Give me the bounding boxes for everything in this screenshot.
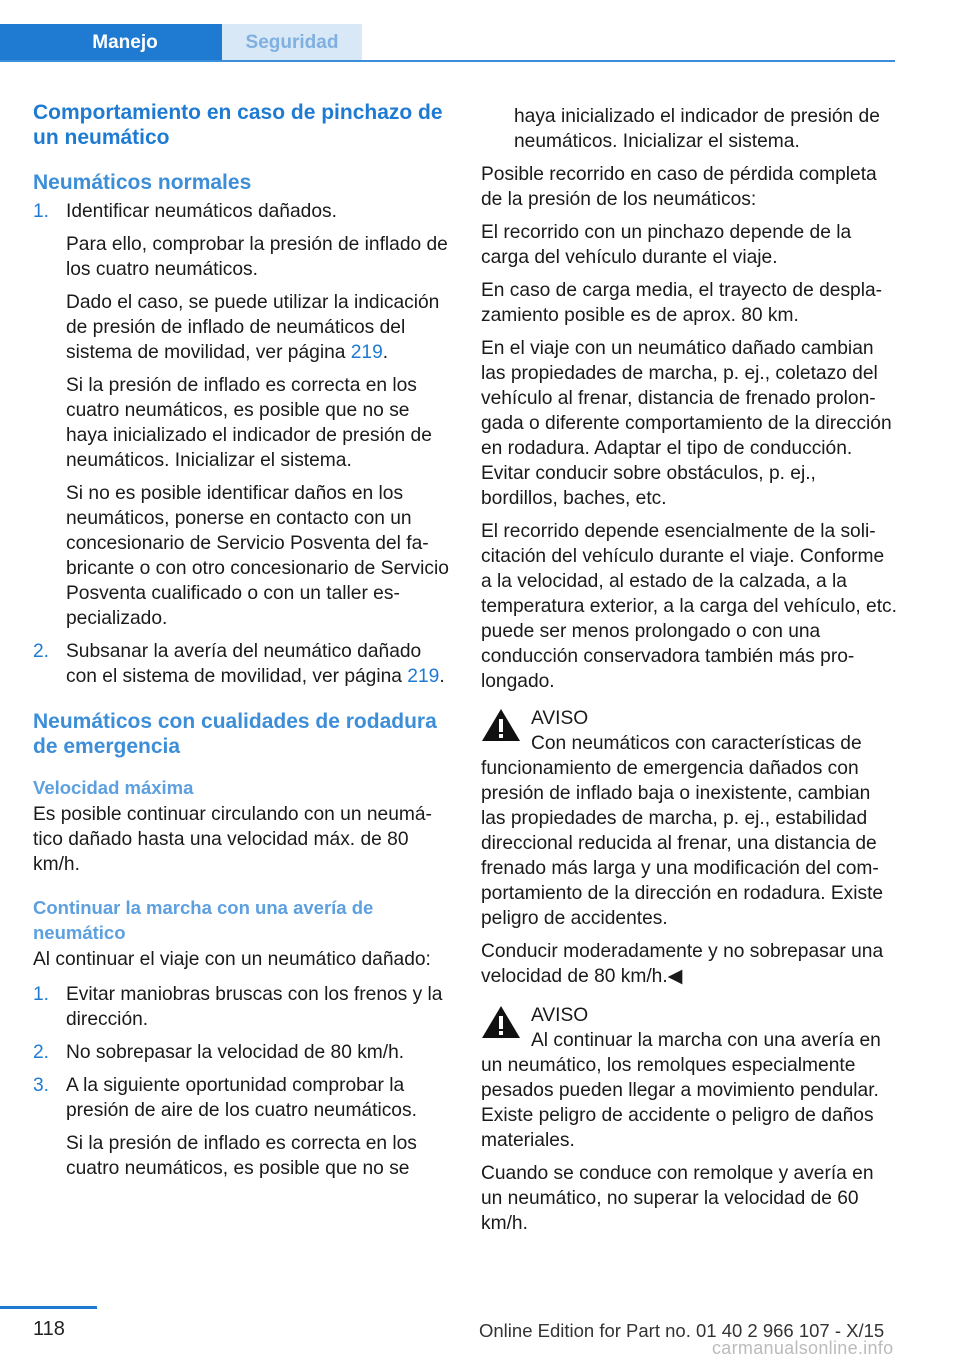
right-column — [481, 104, 897, 1244]
list-item — [33, 1040, 451, 1065]
warning-header — [481, 1003, 897, 1028]
edition-text: Online Edition for Part no. 01 40 2 966 107 - X/15 — [479, 1320, 885, 1341]
footer-rule — [0, 1306, 97, 1309]
list-item — [33, 639, 451, 689]
watermark: carmanualsonline.info — [712, 1338, 894, 1358]
warning-header — [481, 706, 897, 731]
paragraph: En caso de carga media, el trayecto de desplazamiento posible es de aprox. 80 km. — [481, 280, 883, 326]
warning-text — [481, 731, 897, 931]
paragraph: Posible recorrido en caso de pérdida completa de la presión de los neumáticos: — [481, 164, 877, 210]
page-link-219[interactable]: 219 — [407, 666, 440, 687]
warning-block — [481, 706, 897, 989]
warning-triangle-icon — [481, 708, 521, 742]
list-number: 2. — [33, 641, 50, 662]
list-text — [66, 639, 451, 689]
paragraph: Cuando se conduce con remolque y avería en un neumático, no superar la velocidad de 60 km/h. — [481, 1163, 874, 1234]
paragraph: Es posible continuar circulando con un neumático dañado hasta una velocidad máx. de 80 km/h. — [33, 804, 432, 875]
list-subtext: Si no es posible identificar daños en los neumáticos, ponerse en contacto con un concesionario de Servicio Posventa del fabricante o con otro concesionario de Servicio Posventa cualificado o con un taller especializado. — [66, 483, 449, 629]
warning-title: AVISO — [531, 708, 589, 729]
list-item — [33, 1073, 451, 1123]
list-subtext: Para ello, comprobar la presión de inflado de los cuatro neumáticos. — [66, 234, 448, 280]
section-heading-normal-tires: Neumáticos normales — [33, 171, 252, 194]
list-number: 1. — [33, 201, 50, 222]
list-text-end: . — [439, 666, 445, 687]
list-number: 3. — [33, 1075, 50, 1096]
paragraph: El recorrido depende esencialmente de la solicitación del vehículo durante el viaje. Conforme a la velocidad, al estado de la calzada, a la temperatura exterior, a la carga del vehículo, etc. puede ser menos prolongado o con una conducción conservadora también más prolongado. — [481, 521, 897, 692]
list-number: 2. — [33, 1042, 50, 1063]
chapter-tabs — [0, 24, 895, 62]
page-title: Comportamiento en caso de pinchazo de un neumático — [33, 101, 443, 149]
warning-text-body: Al continuar la marcha con una avería en un neumático, los remolques especialmente pesados pueden llegar a movimiento pendular. Existe peligro de accidente o peligro de daños materiales. — [481, 1030, 881, 1151]
paragraph: Conducir moderadamente y no sobrepasar una velocidad de 80 km/h.◀ — [481, 941, 884, 987]
paragraph: El recorrido con un pinchazo depende de la carga del vehículo durante el viaje. — [481, 222, 852, 268]
warning-text-body: Con neumáticos con características de funcionamiento de emergencia dañados con presión de inflado baja o inexistente, cambian las propiedades de marcha, p. ej., estabilidad direccional reducida al frenar, una distancia de frenado más larga y una modificación del comportamiento de la dirección en rodadura. Existe peligro de accidentes. — [481, 733, 884, 929]
list-text: No sobrepasar la velocidad de 80 km/h. — [66, 1042, 405, 1063]
warning-title: AVISO — [531, 1005, 589, 1026]
list-text: A la siguiente oportunidad comprobar la presión de aire de los cuatro neumáticos. — [66, 1075, 417, 1121]
warning-text — [481, 1028, 897, 1153]
subheading-max-speed: Velocidad máxima — [33, 777, 194, 798]
page-number: 118 — [33, 1318, 65, 1340]
list-text-body: Subsanar la avería del neumático dañado con el sistema de movilidad, ver página — [66, 641, 422, 687]
list-item — [33, 199, 451, 224]
page-link-219[interactable]: 219 — [350, 342, 383, 363]
list-subtext — [33, 290, 451, 365]
list-number: 1. — [33, 984, 50, 1005]
subheading-continue-driving: Continuar la marcha con una avería de neumático — [33, 897, 374, 943]
list-subtext-continued: haya inicializado el indicador de presión de neumáticos. Inicializar el sistema. — [514, 106, 880, 152]
paragraph: En el viaje con un neumático dañado cambian las propiedades de marcha, p. ej., coletazo del vehículo al frenar, distancia de frenado prolongada o diferente comportamiento de la dirección en rodadura. Adaptar el tipo de conducción. Evitar conducir sobre obstáculos, p. ej., bordillos, baches, etc. — [481, 338, 892, 509]
list-subtext: Si la presión de inflado es correcta en los cuatro neumáticos, es posible que no se haya inicializado el indicador de presión de neumáticos. Inicializar el sistema. — [66, 375, 432, 471]
list-text: Identificar neumáticos dañados. — [66, 201, 337, 222]
tab-underline — [0, 60, 895, 62]
list-text: Evitar maniobras bruscas con los frenos y la dirección. — [66, 984, 443, 1030]
tab-seguridad[interactable]: Seguridad — [222, 24, 362, 60]
section-heading-runflat-tires: Neumáticos con cualidades de rodadura de emergencia — [33, 710, 437, 758]
subtext-body: Dado el caso, se puede utilizar la indicación de presión de inflado de neumáticos del sistema de movilidad, ver página — [66, 292, 440, 363]
tab-manejo[interactable] — [0, 24, 222, 60]
list-item — [33, 982, 451, 1032]
warning-triangle-icon — [481, 1005, 521, 1039]
tab-manejo-label: Manejo — [92, 32, 158, 53]
list-subtext: Si la presión de inflado es correcta en los cuatro neumáticos, es posible que no se — [66, 1133, 417, 1179]
subtext-end: . — [382, 342, 389, 363]
warning-block — [481, 1003, 897, 1236]
left-column — [33, 100, 451, 1189]
paragraph: Al continuar el viaje con un neumático dañado: — [33, 949, 431, 970]
